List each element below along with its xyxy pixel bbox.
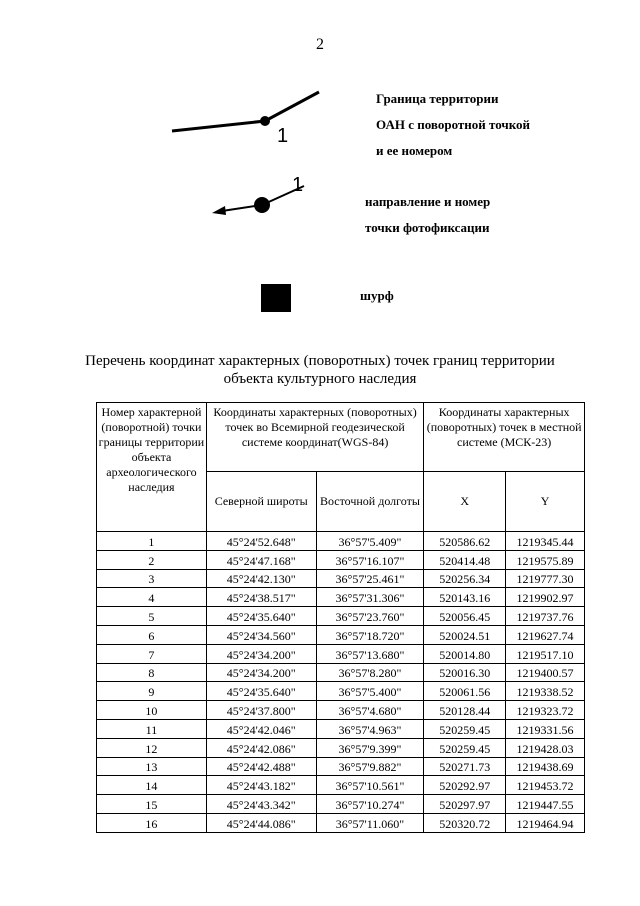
y-cell: 1219338.52 bbox=[506, 682, 585, 701]
point-number-cell: 3 bbox=[97, 569, 207, 588]
latitude-cell: 45°24'38.517" bbox=[206, 588, 316, 607]
header-y: Y bbox=[506, 472, 585, 532]
point-number-cell: 5 bbox=[97, 607, 207, 626]
x-cell: 520056.45 bbox=[424, 607, 506, 626]
point-number-cell: 6 bbox=[97, 625, 207, 644]
point-number-cell: 4 bbox=[97, 588, 207, 607]
y-cell: 1219627.74 bbox=[506, 625, 585, 644]
point-number-cell: 14 bbox=[97, 776, 207, 795]
table-row bbox=[97, 532, 585, 551]
table-row bbox=[97, 625, 585, 644]
x-cell: 520128.44 bbox=[424, 701, 506, 720]
longitude-cell: 36°57'23.760" bbox=[316, 607, 424, 626]
table-row bbox=[97, 682, 585, 701]
point-number-cell: 16 bbox=[97, 813, 207, 832]
y-cell: 1219438.69 bbox=[506, 757, 585, 776]
x-cell: 520016.30 bbox=[424, 663, 506, 682]
longitude-cell: 36°57'10.561" bbox=[316, 776, 424, 795]
x-cell: 520259.45 bbox=[424, 738, 506, 757]
photo-marker-number: 1 bbox=[292, 174, 304, 196]
y-cell: 1219345.44 bbox=[506, 532, 585, 551]
point-number-cell: 7 bbox=[97, 644, 207, 663]
y-cell: 1219447.55 bbox=[506, 795, 585, 814]
latitude-cell: 45°24'42.046" bbox=[206, 719, 316, 738]
y-cell: 1219323.72 bbox=[506, 701, 585, 720]
pit-square-icon bbox=[261, 284, 291, 312]
legend-boundary-text: Граница территории ОАН с поворотной точкой и ее номером bbox=[376, 91, 531, 158]
x-cell: 520271.73 bbox=[424, 757, 506, 776]
latitude-cell: 45°24'34.560" bbox=[206, 625, 316, 644]
x-cell: 520586.62 bbox=[424, 532, 506, 551]
header-latitude: Северной широты bbox=[206, 472, 316, 532]
longitude-cell: 36°57'4.680" bbox=[316, 701, 424, 720]
y-cell: 1219777.30 bbox=[506, 569, 585, 588]
longitude-cell: 36°57'11.060" bbox=[316, 813, 424, 832]
point-number-cell: 8 bbox=[97, 663, 207, 682]
longitude-cell: 36°57'25.461" bbox=[316, 569, 424, 588]
coordinates-body bbox=[97, 532, 585, 833]
point-number-cell: 1 bbox=[97, 532, 207, 551]
y-cell: 1219428.03 bbox=[506, 738, 585, 757]
latitude-cell: 45°24'42.488" bbox=[206, 757, 316, 776]
point-number-cell: 2 bbox=[97, 550, 207, 569]
latitude-cell: 45°24'35.640" bbox=[206, 682, 316, 701]
x-cell: 520259.45 bbox=[424, 719, 506, 738]
table-row bbox=[97, 719, 585, 738]
table-row bbox=[97, 569, 585, 588]
longitude-cell: 36°57'5.400" bbox=[316, 682, 424, 701]
longitude-cell: 36°57'8.280" bbox=[316, 663, 424, 682]
latitude-cell: 45°24'35.640" bbox=[206, 607, 316, 626]
boundary-marker-number: 1 bbox=[277, 125, 289, 147]
longitude-cell: 36°57'31.306" bbox=[316, 588, 424, 607]
table-row bbox=[97, 776, 585, 795]
latitude-cell: 45°24'52.648" bbox=[206, 532, 316, 551]
longitude-cell: 36°57'4.963" bbox=[316, 719, 424, 738]
point-number-cell: 10 bbox=[97, 701, 207, 720]
longitude-cell: 36°57'18.720" bbox=[316, 625, 424, 644]
latitude-cell: 45°24'43.342" bbox=[206, 795, 316, 814]
photo-direction-icon bbox=[212, 186, 304, 215]
table-row bbox=[97, 644, 585, 663]
table-row bbox=[97, 795, 585, 814]
y-cell: 1219400.57 bbox=[506, 663, 585, 682]
point-number-cell: 12 bbox=[97, 738, 207, 757]
table-row bbox=[97, 701, 585, 720]
y-cell: 1219331.56 bbox=[506, 719, 585, 738]
y-cell: 1219902.97 bbox=[506, 588, 585, 607]
latitude-cell: 45°24'37.800" bbox=[206, 701, 316, 720]
table-row bbox=[97, 588, 585, 607]
table-row bbox=[97, 757, 585, 776]
x-cell: 520256.34 bbox=[424, 569, 506, 588]
x-cell: 520143.16 bbox=[424, 588, 506, 607]
table-row bbox=[97, 813, 585, 832]
latitude-cell: 45°24'43.182" bbox=[206, 776, 316, 795]
x-cell: 520320.72 bbox=[424, 813, 506, 832]
point-number-cell: 13 bbox=[97, 757, 207, 776]
table-row bbox=[97, 738, 585, 757]
header-wgs: Координаты характерных (поворотных) точек во Всемирной геодезической системе координат(WGS-84) bbox=[206, 403, 423, 472]
header-point-number: Номер характерной (поворотной) точки границы территории объекта археологического наследия bbox=[97, 403, 207, 532]
y-cell: 1219453.72 bbox=[506, 776, 585, 795]
y-cell: 1219464.94 bbox=[506, 813, 585, 832]
latitude-cell: 45°24'47.168" bbox=[206, 550, 316, 569]
longitude-cell: 36°57'5.409" bbox=[316, 532, 424, 551]
longitude-cell: 36°57'16.107" bbox=[316, 550, 424, 569]
longitude-cell: 36°57'9.882" bbox=[316, 757, 424, 776]
y-cell: 1219517.10 bbox=[506, 644, 585, 663]
table-title: Перечень координат характерных (поворотных) точек границ территории объекта культурного наследия bbox=[85, 353, 555, 387]
legend-graphics bbox=[0, 0, 640, 330]
header-longitude: Восточной долготы bbox=[316, 472, 424, 532]
longitude-cell: 36°57'9.399" bbox=[316, 738, 424, 757]
table-row bbox=[97, 607, 585, 626]
point-number-cell: 15 bbox=[97, 795, 207, 814]
point-number-cell: 11 bbox=[97, 719, 207, 738]
table-row bbox=[97, 550, 585, 569]
table-row bbox=[97, 663, 585, 682]
x-cell: 520297.97 bbox=[424, 795, 506, 814]
legend-photo-text: направление и номер точки фотофиксации bbox=[365, 194, 491, 235]
x-cell: 520292.97 bbox=[424, 776, 506, 795]
longitude-cell: 36°57'10.274" bbox=[316, 795, 424, 814]
latitude-cell: 45°24'34.200" bbox=[206, 663, 316, 682]
point-number-cell: 9 bbox=[97, 682, 207, 701]
x-cell: 520414.48 bbox=[424, 550, 506, 569]
page-number: 2 bbox=[316, 36, 324, 53]
x-cell: 520024.51 bbox=[424, 625, 506, 644]
x-cell: 520061.56 bbox=[424, 682, 506, 701]
latitude-cell: 45°24'44.086" bbox=[206, 813, 316, 832]
y-cell: 1219575.89 bbox=[506, 550, 585, 569]
header-msk: Координаты характерных (поворотных) точек в местной системе (МСК-23) bbox=[424, 403, 585, 472]
legend-pit-text: шурф bbox=[360, 288, 394, 303]
longitude-cell: 36°57'13.680" bbox=[316, 644, 424, 663]
latitude-cell: 45°24'34.200" bbox=[206, 644, 316, 663]
header-x: X bbox=[424, 472, 506, 532]
latitude-cell: 45°24'42.130" bbox=[206, 569, 316, 588]
coordinates-table bbox=[96, 402, 585, 833]
latitude-cell: 45°24'42.086" bbox=[206, 738, 316, 757]
boundary-symbol-icon bbox=[172, 92, 319, 131]
y-cell: 1219737.76 bbox=[506, 607, 585, 626]
x-cell: 520014.80 bbox=[424, 644, 506, 663]
